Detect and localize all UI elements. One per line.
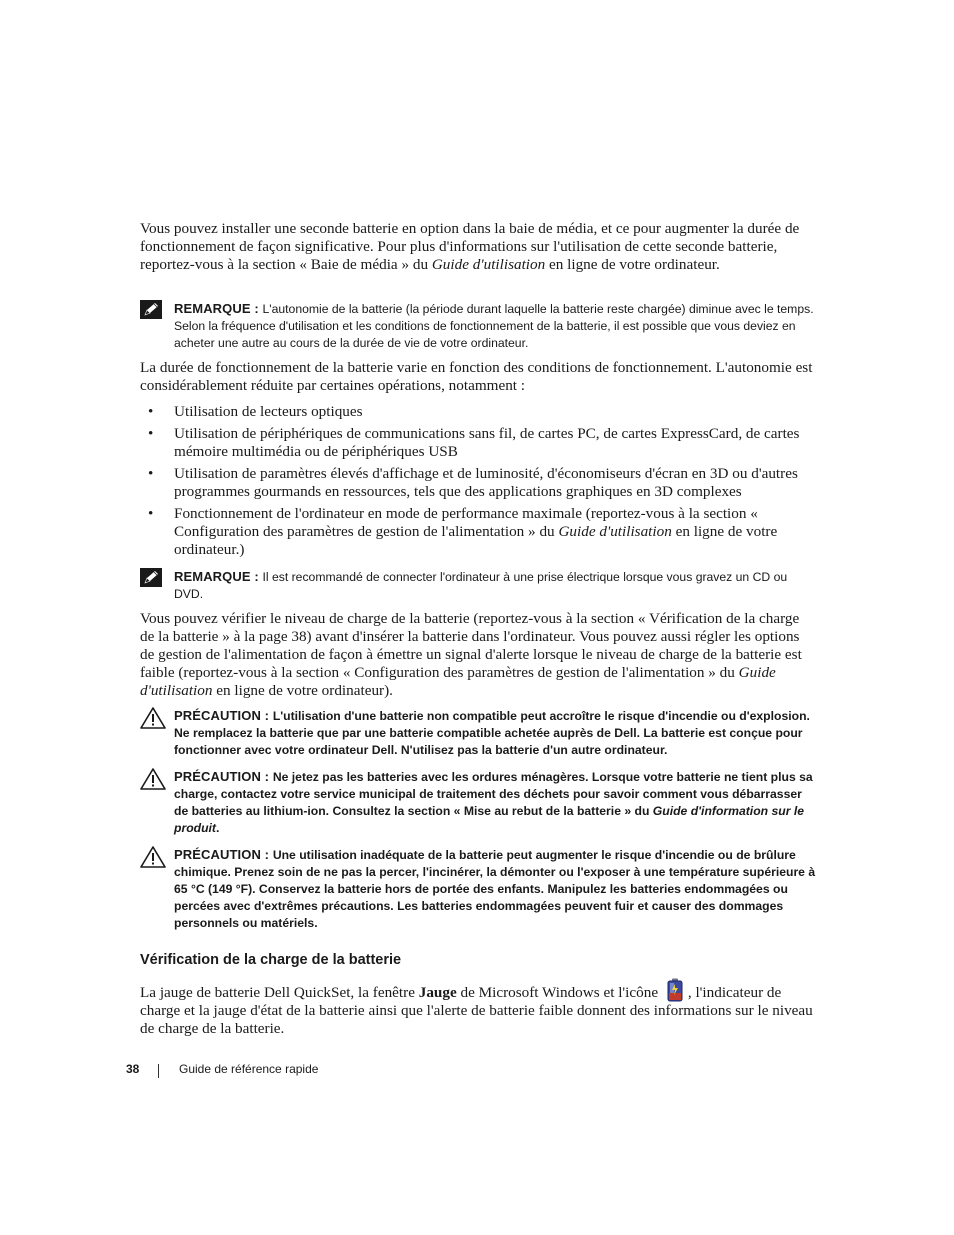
intro-text-end: en ligne de votre ordinateur. [545, 256, 720, 273]
list-item: • Utilisation de paramètres élevés d'affichage et de luminosité, d'économiseurs d'écran en 3D ou d'autres programmes gourmands en ressources, tels que des applications graphiques en 3D complexes [148, 465, 798, 500]
caution-battery-disposal: PRÉCAUTION : Ne jetez pas les batteries avec les ordures ménagères. Lorsque votre batterie ne tient plus sa charge, contactez votre service municipal de traitement des déchets pour savoir comment vous débarrasser de batteries au lithium-ion. Consultez la section « Mise au rebut de la batterie » du Guide d'information sur le produit. [140, 768, 816, 837]
intro-guide-reference: Guide d'utilisation [431, 256, 546, 273]
page-footer [126, 1062, 319, 1076]
list-item: • Fonctionnement de l'ordinateur en mode de performance maximale (reportez-vous à la section « Configuration des paramètres de gestion de l'alimentation » du Guide d'utilisation en ligne de votre ordinateur.) [148, 505, 778, 558]
caution-incompatible-battery [140, 707, 816, 759]
note-text: Il est recommandé de connecter l'ordinateur à une prise électrique lorsque vous gravez un CD ou DVD. [174, 570, 788, 601]
footer-divider [158, 1064, 159, 1078]
battery-usage-list [140, 403, 816, 563]
caution-label: PRÉCAUTION : [174, 847, 273, 862]
caution-text: Une utilisation inadéquate de la batterie peut augmenter le risque d'incendie ou de brûlure chimique. Prenez soin de ne pas la percer, l'incinérer, la démonter ou l'exposer à une température supérieure à 65 °C (149 °F). Conservez la batterie hors de portée des enfants. Manipulez les batteries endommagées ou percées avec d'extrêmes précautions. Les batteries endommagées peuvent fuir et causer des dommages personnels ou matériels. [174, 848, 816, 930]
list-item: • Utilisation de lecteurs optiques [148, 403, 363, 420]
caution-label: PRÉCAUTION : [174, 769, 273, 784]
caution-text: Ne jetez pas les batteries avec les ordures ménagères. Lorsque votre batterie ne tient plus sa charge, contactez votre service municipal de traitement des déchets pour savoir comment vous débarrasser de batteries au lithium-ion. Consultez la section « Mise au rebut de la batterie » du [174, 770, 813, 818]
warning-triangle-icon [140, 768, 166, 790]
caution-text: L'utilisation d'une batterie non compatible peut accroître le risque d'incendie ou d'explosion. Ne remplacez la batterie que par une batterie compatible achetée auprès de Dell. La batterie est conçue pour fonctionner avec votre ordinateur Dell. N'utilisez pas la batterie d'un autre ordinateur. [174, 709, 810, 757]
list-item: • Utilisation de périphériques de communications sans fil, de cartes PC, de cartes ExpressCard, de cartes mémoire multimédia ou de périphériques USB [148, 425, 800, 460]
caution-label: PRÉCAUTION : [174, 708, 273, 723]
battery-gauge-paragraph: La jauge de batterie Dell QuickSet, la fenêtre Jauge de Microsoft Windows et l'icône , l'indicateur de charge et la jauge d'état de la batterie ainsi que l'alerte de batterie faible donnent des informations sur le niveau de charge de la batterie. [140, 978, 816, 1038]
section-heading: Vérification de la charge de la batterie [140, 952, 402, 968]
battery-duration-paragraph: La durée de fonctionnement de la batterie varie en fonction des conditions de fonctionnement. L'autonomie est considérablement réduite par certaines opérations, notamment : [140, 359, 813, 394]
intro-text: Vous pouvez installer une seconde batterie en option dans la baie de média, et ce pour augmenter la durée de fonctionnement de façon significative. Pour plus d'informations sur l'utilisation de cette seconde batterie, reportez-vous à la section « Baie de média » du [140, 220, 800, 273]
note-pencil-icon [140, 300, 164, 320]
note-plug-in-when-burning [140, 568, 816, 603]
charge-check-paragraph: Vous pouvez vérifier le niveau de charge de la batterie (reportez-vous à la section « Vérification de la charge de la batterie » à la page 38) avant d'insérer la batterie dans l'ordinateur. Vous pouvez aussi régler les options de gestion de l'alimentation de façon à émettre un signal d'alerte lorsque le niveau de charge de la batterie est faible (reportez-vous à la section « Configuration des paramètres de gestion de l'alimentation » du Guide d'utilisation en ligne de votre ordinateur). [140, 610, 802, 699]
product-info-guide-reference: Guide d'information sur le produit [174, 804, 804, 835]
jauge-window-name: Jauge [418, 984, 457, 1001]
page-number: 38 [126, 1062, 140, 1076]
note-label: REMARQUE : [174, 569, 263, 584]
warning-triangle-icon [140, 707, 166, 729]
note-label: REMARQUE : [174, 301, 263, 316]
note-pencil-icon [140, 568, 164, 588]
battery-meter-icon [666, 978, 684, 1002]
note-text: L'autonomie de la batterie (la période durant laquelle la batterie reste chargée) diminue avec le temps. Selon la fréquence d'utilisation et les conditions de fonctionnement de la batterie, il est possible que vous deviez en acheter une autre au cours de la durée de vie de votre ordinateur. [174, 302, 814, 350]
warning-triangle-icon [140, 846, 166, 868]
caution-battery-misuse [140, 846, 816, 932]
note-battery-lifetime [140, 300, 816, 352]
intro-paragraph [140, 220, 816, 274]
footer-title: Guide de référence rapide [179, 1062, 319, 1076]
